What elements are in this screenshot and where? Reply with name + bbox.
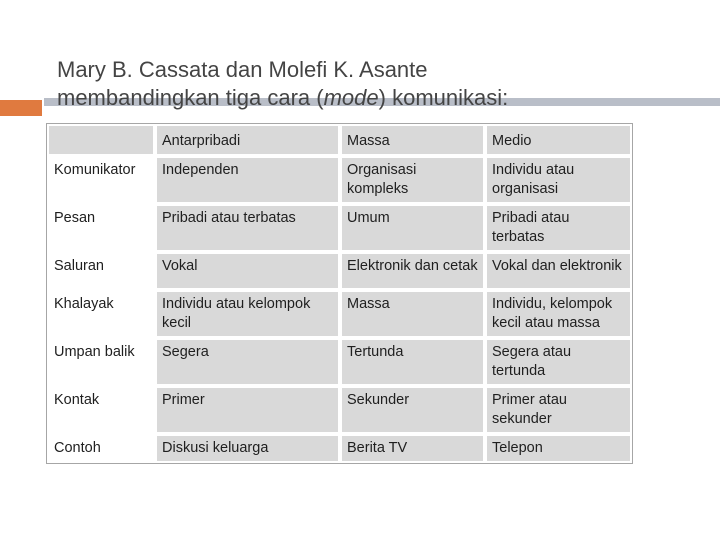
- slide-title-line-1: Mary B. Cassata dan Molefi K. Asante: [57, 57, 428, 82]
- table-row: [47, 204, 632, 252]
- table-cell: Individu atau organisasi: [485, 156, 632, 204]
- table-row: [47, 386, 632, 434]
- table-cell: Umum: [340, 204, 485, 252]
- table-cell: Pribadi atau terbatas: [485, 204, 632, 252]
- table-cell: Massa: [340, 290, 485, 338]
- table-cell: Primer: [155, 386, 340, 434]
- table-cell: Independen: [155, 156, 340, 204]
- table-cell: Segera atau tertunda: [485, 338, 632, 386]
- title-accent-bar: [0, 100, 42, 116]
- row-label: Khalayak: [47, 290, 155, 338]
- table-cell: Vokal: [155, 252, 340, 290]
- table-cell: Individu, kelompok kecil atau massa: [485, 290, 632, 338]
- comparison-table: [47, 124, 632, 463]
- row-label: Saluran: [47, 252, 155, 290]
- table-row: [47, 252, 632, 290]
- slide-title-line-2: [57, 84, 677, 112]
- table-header-corner: [47, 124, 155, 156]
- row-label: Kontak: [47, 386, 155, 434]
- table-header-row: [47, 124, 632, 156]
- table-row: [47, 156, 632, 204]
- table-header-medio: Medio: [485, 124, 632, 156]
- table-cell: Organisasi kompleks: [340, 156, 485, 204]
- slide-title: [57, 56, 677, 112]
- table-cell: Individu atau kelompok kecil: [155, 290, 340, 338]
- table-cell: Vokal dan elektronik: [485, 252, 632, 290]
- table-cell: Segera: [155, 338, 340, 386]
- row-label: Pesan: [47, 204, 155, 252]
- row-label: Komunikator: [47, 156, 155, 204]
- table-row: [47, 434, 632, 463]
- table-header-antarpribadi: Antarpribadi: [155, 124, 340, 156]
- row-label: Umpan balik: [47, 338, 155, 386]
- table-row: [47, 290, 632, 338]
- slide-title-italic: mode: [323, 85, 379, 110]
- table-cell: Pribadi atau terbatas: [155, 204, 340, 252]
- table-header-massa: Massa: [340, 124, 485, 156]
- slide-title-text: ) komunikasi:: [378, 85, 509, 110]
- table-cell: Berita TV: [340, 434, 485, 463]
- table-cell: Primer atau sekunder: [485, 386, 632, 434]
- table-cell: Telepon: [485, 434, 632, 463]
- table-row: [47, 338, 632, 386]
- table-cell: Diskusi keluarga: [155, 434, 340, 463]
- slide-title-text: membandingkan tiga cara (: [57, 85, 324, 110]
- table-cell: Elektronik dan cetak: [340, 252, 485, 290]
- row-label: Contoh: [47, 434, 155, 463]
- table-cell: Tertunda: [340, 338, 485, 386]
- table-cell: Sekunder: [340, 386, 485, 434]
